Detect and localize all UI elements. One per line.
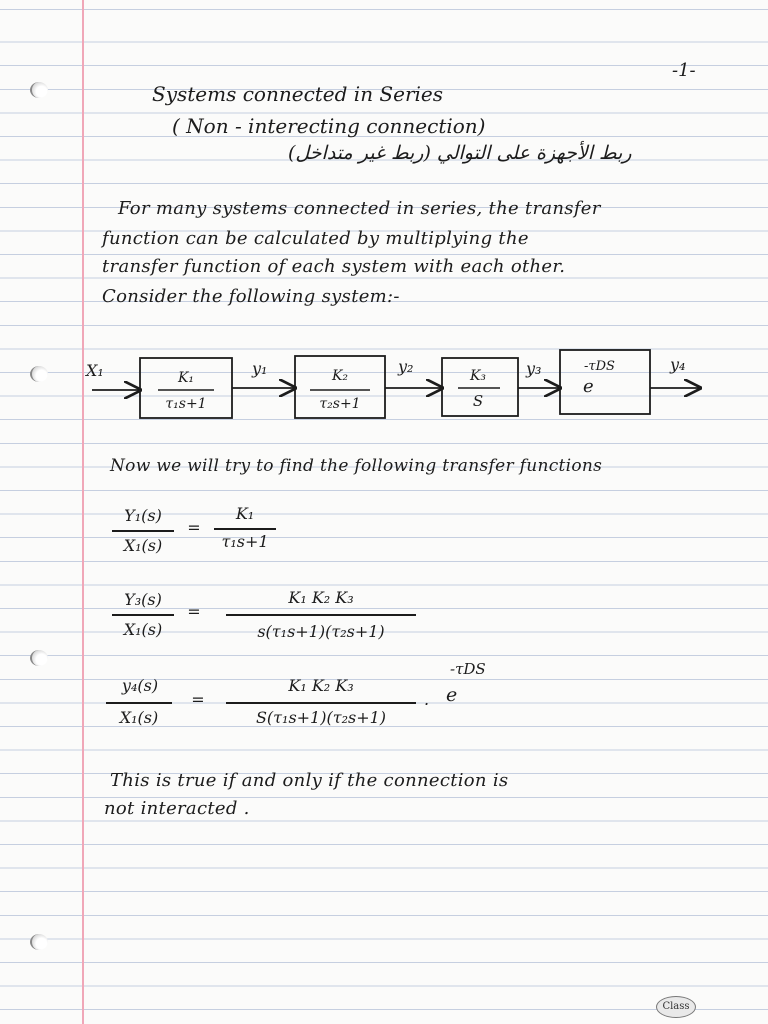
eq1-lhs-denominator: X₁(s) xyxy=(123,536,163,555)
signal-y3: y₃ xyxy=(526,359,542,378)
conclusion-line-1: This is true if and only if the connection is xyxy=(110,770,509,791)
eq1-lhs-bar xyxy=(112,530,174,532)
block-1-denominator: τ₁s+1 xyxy=(165,396,207,412)
block-diagram xyxy=(0,0,768,440)
signal-y1: y₁ xyxy=(252,359,268,378)
eq2-lhs-denominator: X₁(s) xyxy=(123,620,163,639)
eq3-lhs-denominator: X₁(s) xyxy=(119,708,159,727)
eq2-equals: = xyxy=(187,602,201,621)
eq3-exp-sup: -τDS xyxy=(450,660,486,678)
eq3-rhs-bar xyxy=(226,702,416,704)
block-2-numerator: K₂ xyxy=(331,368,349,384)
class-badge: Class xyxy=(656,996,696,1018)
now-text: Now we will try to find the following transfer functions xyxy=(110,456,603,476)
eq1-rhs-numerator: K₁ xyxy=(235,504,255,523)
arabic-subtitle: ربط الأجهزة على التوالي (ربط غير متداخل) xyxy=(288,142,632,164)
eq2-rhs-denominator: s(τ₁s+1)(τ₂s+1) xyxy=(257,622,385,641)
title-line-2: ( Non - interecting connection) xyxy=(172,114,486,138)
eq2-lhs-bar xyxy=(112,614,174,616)
eq2-lhs-numerator: Y₃(s) xyxy=(124,590,162,609)
eq1-rhs-bar xyxy=(214,528,276,530)
signal-x1: X₁ xyxy=(86,361,104,380)
eq3-lhs-numerator: y₄(s) xyxy=(121,676,159,695)
intro-line-4: Consider the following system:- xyxy=(102,286,400,307)
block-3-denominator: S xyxy=(472,392,484,410)
eq2-rhs-bar xyxy=(226,614,416,616)
eq3-equals: = xyxy=(191,690,205,709)
eq3-rhs-numerator: K₁ K₂ K₃ xyxy=(288,676,354,695)
block-2-denominator: τ₂s+1 xyxy=(319,396,361,412)
eq3-exp-base: e xyxy=(446,684,458,706)
title-line-1: Systems connected in Series xyxy=(152,82,444,106)
eq1-rhs-denominator: τ₁s+1 xyxy=(221,532,269,551)
intro-line-3: transfer function of each system with each other. xyxy=(102,256,566,277)
punch-hole xyxy=(30,650,48,666)
signal-y2: y₂ xyxy=(398,357,414,376)
eq2-rhs-numerator: K₁ K₂ K₃ xyxy=(288,588,354,607)
block-4-base: e xyxy=(583,376,594,397)
eq1-lhs-numerator: Y₁(s) xyxy=(124,506,162,525)
block-4-exponent: -τDS xyxy=(584,359,615,374)
punch-hole xyxy=(30,934,48,950)
intro-line-2: function can be calculated by multiplying the xyxy=(102,228,529,249)
eq3-rhs-denominator: S(τ₁s+1)(τ₂s+1) xyxy=(255,708,387,727)
conclusion-line-2: not interacted . xyxy=(104,798,250,819)
block-1-numerator: K₁ xyxy=(177,370,195,386)
eq1-equals: = xyxy=(187,518,201,537)
block-3-numerator: K₃ xyxy=(469,368,487,384)
signal-y4: y₄ xyxy=(670,355,686,374)
eq3-dot: . xyxy=(424,690,430,709)
page-number: -1- xyxy=(672,60,696,81)
eq3-lhs-bar xyxy=(106,702,172,704)
intro-line-1: For many systems connected in series, the transfer xyxy=(118,198,601,219)
